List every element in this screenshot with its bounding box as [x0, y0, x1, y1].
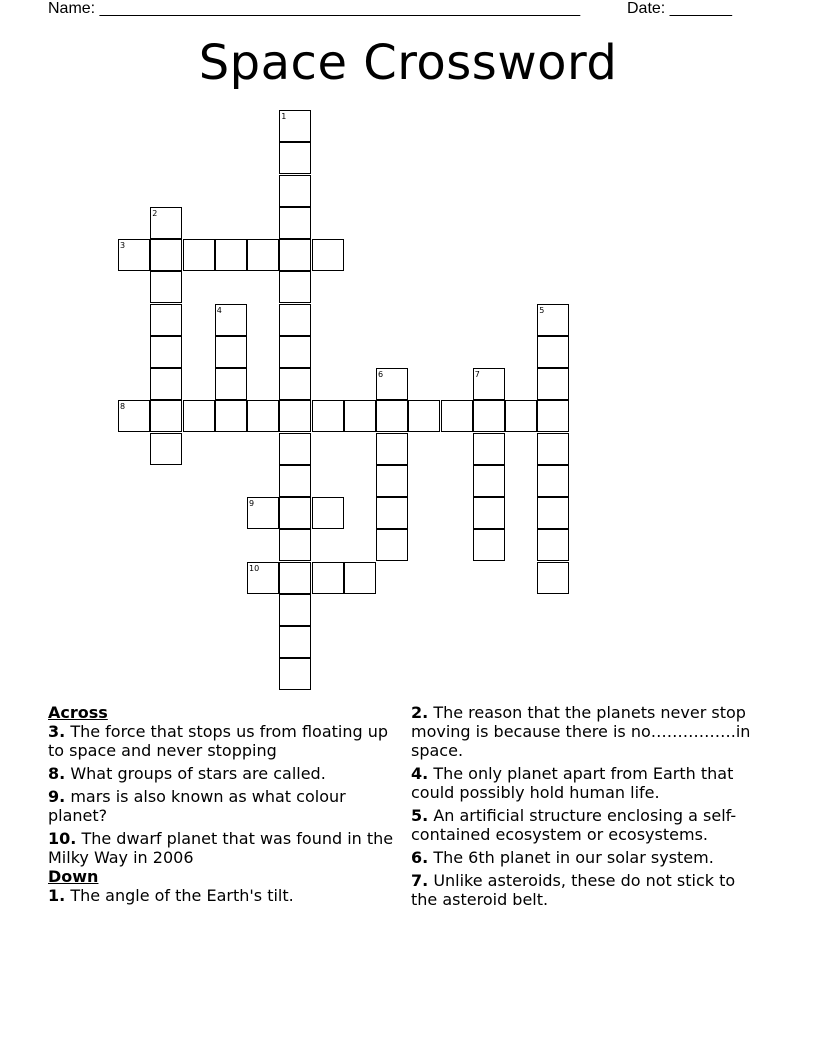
grid-cell[interactable]: [150, 304, 182, 336]
grid-cell[interactable]: [215, 368, 247, 400]
clue-number: 7.: [411, 871, 429, 890]
clue-across-3: [48, 722, 404, 760]
grid-cell[interactable]: [279, 497, 311, 529]
grid-cell[interactable]: [376, 433, 408, 465]
clue-number: 1.: [48, 886, 66, 905]
cell-number: 10: [249, 563, 260, 573]
grid-cell[interactable]: [473, 400, 505, 432]
grid-cell[interactable]: [215, 400, 247, 432]
clue-text: The reason that the planets never stop moving is because there is no…………….in space.: [411, 703, 751, 760]
grid-cell[interactable]: [150, 433, 182, 465]
grid-cell[interactable]: [279, 626, 311, 658]
grid-cell[interactable]: [376, 497, 408, 529]
clue-across-10: [48, 829, 404, 867]
grid-cell[interactable]: [279, 529, 311, 561]
cell-number: 1: [281, 112, 287, 121]
clues-column-left: [48, 703, 404, 909]
across-heading: Across: [48, 703, 108, 722]
grid-cell[interactable]: [473, 433, 505, 465]
grid-cell[interactable]: [376, 529, 408, 561]
cell-number: 8: [120, 402, 126, 412]
grid-cell[interactable]: [312, 400, 344, 432]
grid-cell[interactable]: [150, 271, 182, 303]
grid-cell[interactable]: [279, 142, 311, 174]
grid-cell[interactable]: [279, 207, 311, 239]
clue-down-1: [48, 886, 404, 905]
grid-cell[interactable]: [247, 239, 279, 271]
clue-number: 8.: [48, 764, 66, 783]
grid-cell[interactable]: [183, 400, 215, 432]
grid-cell[interactable]: [505, 400, 537, 432]
clue-number: 4.: [411, 764, 429, 783]
grid-cell[interactable]: [312, 562, 344, 594]
grid-cell-7[interactable]: [473, 368, 505, 400]
grid-cell[interactable]: [344, 400, 376, 432]
grid-cell[interactable]: [279, 304, 311, 336]
clue-number: 5.: [411, 806, 429, 825]
clue-number: 3.: [48, 722, 66, 741]
clue-text: The force that stops us from floating up to space and never stopping: [48, 722, 389, 760]
grid-cell[interactable]: [279, 658, 311, 690]
grid-cell-3[interactable]: [118, 239, 150, 271]
grid-cell[interactable]: [312, 239, 344, 271]
grid-cell-10[interactable]: [247, 562, 279, 594]
clue-down-4: [411, 764, 756, 802]
grid-cell[interactable]: [312, 497, 344, 529]
clue-across-9: [48, 787, 404, 825]
grid-cell[interactable]: [376, 465, 408, 497]
name-label: Name: ______________________________________________________: [48, 0, 581, 17]
clue-text: The 6th planet in our solar system.: [433, 848, 714, 867]
grid-cell[interactable]: [150, 336, 182, 368]
grid-cell[interactable]: [537, 368, 569, 400]
grid-cell[interactable]: [279, 239, 311, 271]
grid-cell[interactable]: [473, 497, 505, 529]
grid-cell[interactable]: [279, 594, 311, 626]
grid-cell[interactable]: [279, 433, 311, 465]
grid-cell[interactable]: [537, 529, 569, 561]
cell-number: 2: [152, 208, 158, 218]
cell-number: 9: [249, 499, 255, 508]
grid-cell[interactable]: [473, 529, 505, 561]
grid-cell[interactable]: [279, 175, 311, 207]
clue-down-2: [411, 703, 756, 760]
grid-cell[interactable]: [215, 336, 247, 368]
clue-text: What groups of stars are called.: [70, 764, 326, 783]
grid-cell-1[interactable]: [279, 110, 311, 142]
grid-cell-2[interactable]: [150, 207, 182, 239]
clue-number: 6.: [411, 848, 429, 867]
grid-cell[interactable]: [279, 336, 311, 368]
grid-cell[interactable]: [183, 239, 215, 271]
clue-number: 2.: [411, 703, 429, 722]
down-heading: Down: [48, 867, 99, 886]
grid-cell[interactable]: [408, 400, 440, 432]
grid-cell[interactable]: [279, 465, 311, 497]
grid-cell[interactable]: [537, 433, 569, 465]
grid-cell-5[interactable]: [537, 304, 569, 336]
grid-cell[interactable]: [279, 562, 311, 594]
grid-cell[interactable]: [537, 497, 569, 529]
cell-number: 7: [474, 370, 480, 379]
grid-cell[interactable]: [537, 562, 569, 594]
clue-text: mars is also known as what colour planet?: [48, 787, 346, 825]
grid-cell[interactable]: [279, 368, 311, 400]
grid-cell[interactable]: [376, 400, 408, 432]
clue-number: 9.: [48, 787, 66, 806]
grid-cell[interactable]: [473, 465, 505, 497]
cell-number: 4: [216, 305, 222, 315]
clue-down-6: [411, 848, 756, 867]
clue-text: The angle of the Earth's tilt.: [70, 886, 294, 905]
page-title: Space Crossword: [198, 35, 618, 91]
clue-down-5: [411, 806, 756, 844]
clue-text: The only planet apart from Earth that could possibly hold human life.: [411, 764, 734, 802]
cell-number: 3: [120, 241, 126, 250]
grid-cell[interactable]: [537, 465, 569, 497]
grid-cell[interactable]: [537, 336, 569, 368]
grid-cell[interactable]: [344, 562, 376, 594]
cell-number: 6: [378, 370, 384, 379]
grid-cell[interactable]: [279, 271, 311, 303]
clues-column-right: [411, 703, 756, 913]
grid-cell[interactable]: [150, 400, 182, 432]
grid-cell[interactable]: [215, 239, 247, 271]
grid-cell[interactable]: [441, 400, 473, 432]
grid-cell[interactable]: [150, 368, 182, 400]
grid-cell-4[interactable]: [215, 304, 247, 336]
clue-number: 10.: [48, 829, 77, 848]
date-label: Date: _______: [627, 0, 732, 17]
grid-cell[interactable]: [537, 400, 569, 432]
clue-text: The dwarf planet that was found in the Milky Way in 2006: [48, 829, 394, 867]
clue-across-8: [48, 764, 404, 783]
clue-text: An artificial structure enclosing a self-contained ecosystem or ecosystems.: [411, 806, 737, 844]
clue-text: Unlike asteroids, these do not stick to the asteroid belt.: [411, 871, 736, 909]
cell-number: 5: [539, 305, 545, 315]
grid-cell-6[interactable]: [376, 368, 408, 400]
grid-cell-8[interactable]: [118, 400, 150, 432]
grid-cell-9[interactable]: [247, 497, 279, 529]
grid-cell[interactable]: [150, 239, 182, 271]
grid-cell[interactable]: [247, 400, 279, 432]
clue-down-7: [411, 871, 756, 909]
grid-cell[interactable]: [279, 400, 311, 432]
